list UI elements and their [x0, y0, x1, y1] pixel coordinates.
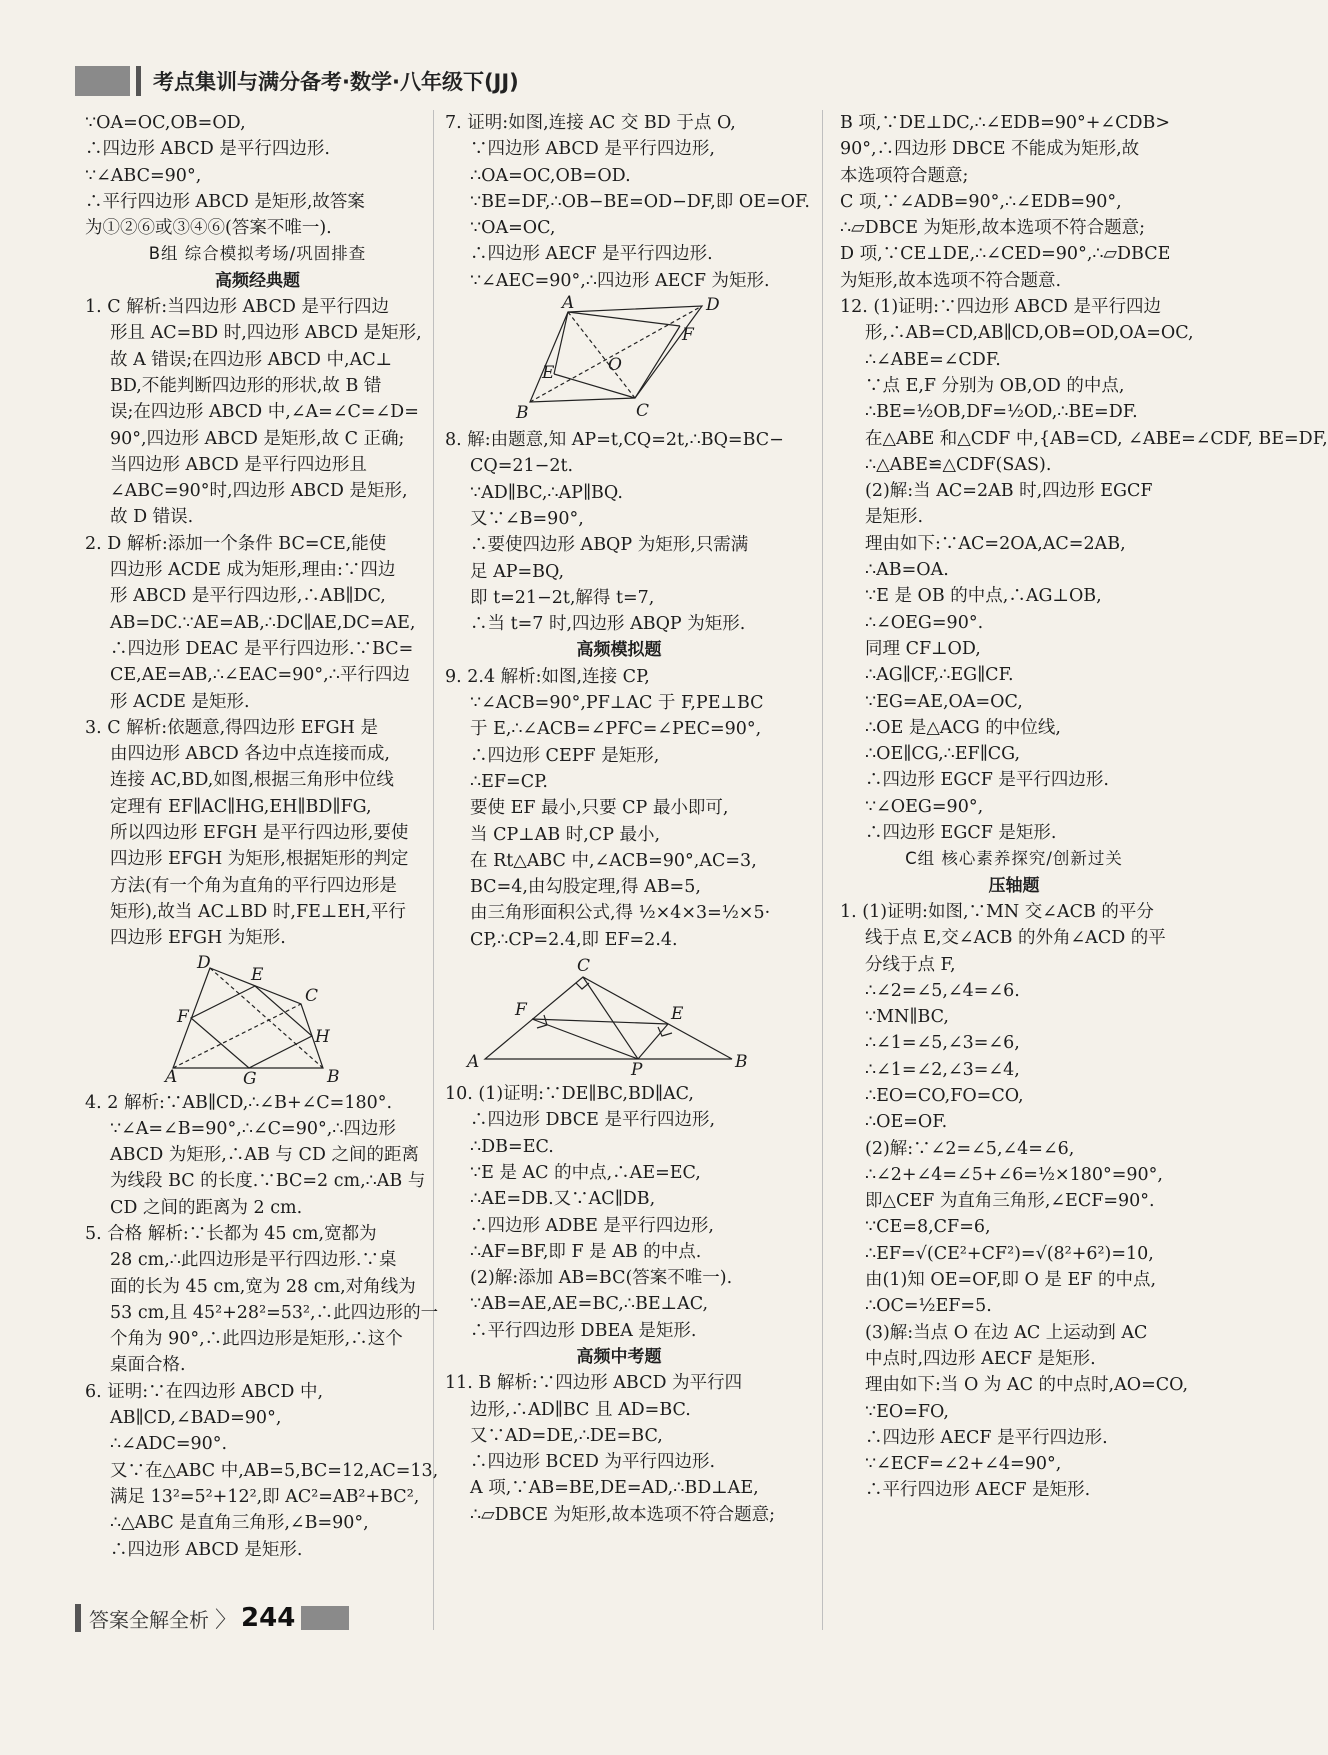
text-line: ABCD 为矩形,∴AB 与 CD 之间的距离	[110, 1145, 419, 1166]
text-line: 四边形 EFGH 为矩形.	[110, 928, 286, 949]
label-F: F	[177, 1006, 189, 1027]
text-line: 4. 2 解析:∵AB∥CD,∴∠B+∠C=180°.	[85, 1092, 393, 1113]
text-line: 2. D 解析:添加一个条件 BC=CE,能使	[85, 533, 387, 554]
text-line: ∴四边形 ADBE 是平行四边形,	[470, 1215, 714, 1236]
text-line: 所以四边形 EFGH 是平行四边形,要使	[110, 823, 409, 844]
column-middle	[445, 110, 810, 1528]
text-line: 由(1)知 OE=OF,即 O 是 EF 的中点,	[865, 1270, 1157, 1291]
text-line: ∴AG∥CF,∴EG∥CF.	[865, 665, 1014, 686]
section-heading: 高频中考题	[576, 1346, 662, 1367]
label-C: C	[577, 956, 591, 977]
text-line: 在 Rt△ABC 中,∠ACB=90°,AC=3,	[470, 850, 757, 871]
text-line: ∴BE=½OB,DF=½OD,∴BE=DF.	[865, 402, 1138, 423]
label-G: G	[243, 1068, 257, 1089]
text-line: 边形,∴AD∥BC 且 AD=BC.	[470, 1399, 691, 1420]
text-line: 53 cm,且 45²+28²=53²,∴此四边形的一	[110, 1302, 439, 1323]
text-line: 定理有 EF∥AC∥HG,EH∥BD∥FG,	[110, 796, 372, 817]
text-line: 满足 13²=5²+12²,即 AC²=AB²+BC²,	[110, 1486, 420, 1507]
text-line: 即 t=21−2t,解得 t=7,	[470, 587, 655, 608]
page-number: 244	[241, 1603, 296, 1633]
figure-quadrilateral-efgh	[165, 952, 365, 1089]
text-line: 是矩形.	[865, 507, 924, 528]
text-line: 形,∴AB=CD,AB∥CD,OB=OD,OA=OC,	[865, 323, 1194, 344]
text-line: ∵E 是 AC 的中点,∴AE=EC,	[470, 1162, 701, 1183]
header-separator	[136, 66, 141, 96]
text-line: ∴四边形 EGCF 是矩形.	[865, 823, 1057, 844]
text-line: ∴平行四边形 ABCD 是矩形,故答案	[85, 191, 365, 212]
text-line: 形 ACDE 是矩形.	[110, 691, 250, 712]
text-line: ∴OE∥CG,∴EF∥CG,	[865, 744, 1021, 765]
text-line: 要使 EF 最小,只要 CP 最小即可,	[470, 798, 729, 819]
text-line: 90°,四边形 ABCD 是矩形,故 C 正确;	[110, 428, 405, 449]
text-line: 矩形),故当 AC⊥BD 时,FE⊥EH,平行	[110, 901, 406, 922]
group-heading: C组 核心素养探究/创新过关	[905, 849, 1123, 869]
label-D: D	[197, 952, 211, 973]
text-line: 线于点 E,交∠ACB 的外角∠ACD 的平	[865, 928, 1166, 949]
text-line: 又∵∠B=90°,	[470, 508, 584, 529]
text-line: 又∵AD=DE,∴DE=BC,	[470, 1425, 663, 1446]
text-line: ∴AE=DB.又∵AC∥DB,	[470, 1189, 656, 1210]
text-line: 形且 AC=BD 时,四边形 ABCD 是矩形,	[110, 323, 422, 344]
label-C: C	[305, 985, 319, 1006]
text-line: 为矩形,故本选项不符合题意.	[840, 270, 1062, 291]
text-line: ∵∠ABC=90°,	[85, 165, 202, 186]
label-B: B	[516, 403, 529, 424]
text-line: (3)解:当点 O 在边 AC 上运动到 AC	[865, 1322, 1148, 1343]
figure-parallelogram-aecf	[490, 293, 720, 424]
text-line: 在△ABE 和△CDF 中,{AB=CD, ∠ABE=∠CDF, BE=DF,	[865, 428, 1328, 449]
header-gray-bar	[75, 66, 130, 96]
text-line: ∴∠ADC=90°.	[110, 1434, 228, 1455]
text-line: 6. 证明:∵在四边形 ABCD 中,	[85, 1381, 324, 1402]
text-line: ∴OC=½EF=5.	[865, 1296, 992, 1317]
footer-separator	[75, 1604, 81, 1632]
text-line: ∴四边形 DBCE 是平行四边形,	[470, 1110, 716, 1131]
text-line: 28 cm,∴此四边形是平行四边形.∵桌	[110, 1250, 397, 1271]
text-line: ∴∠2=∠5,∠4=∠6.	[865, 980, 1020, 1001]
text-line: A 项,∵AB=BE,DE=AD,∴BD⊥AE,	[470, 1478, 759, 1499]
text-line: 9. 2.4 解析:如图,连接 CP,	[445, 666, 650, 687]
text-line: ∴EO=CO,FO=CO,	[865, 1085, 1024, 1106]
text-line: ∴∠1=∠2,∠3=∠4,	[865, 1059, 1020, 1080]
text-line: ∵EO=FO,	[865, 1401, 949, 1422]
text-line: 12. (1)证明:∵四边形 ABCD 是平行四边	[840, 297, 1161, 318]
text-line: CP,∴CP=2.4,即 EF=2.4.	[470, 929, 678, 950]
text-line: B 项,∵DE⊥DC,∴∠EDB=90°+∠CDB>	[840, 113, 1171, 133]
text-line: ∵AB=AE,AE=BC,∴BE⊥AC,	[470, 1294, 709, 1315]
text-line: BD,不能判断四边形的形状,故 B 错	[110, 375, 382, 396]
text-line: 同理 CF⊥OD,	[865, 638, 981, 659]
footer-gray-bar	[301, 1606, 349, 1630]
label-A: A	[467, 1052, 480, 1073]
column-divider	[433, 110, 434, 1630]
text-line: ∴四边形 EGCF 是平行四边形.	[865, 770, 1109, 791]
text-line: ∵∠AEC=90°,∴四边形 AECF 为矩形.	[470, 270, 770, 291]
text-line: BC=4,由勾股定理,得 AB=5,	[470, 877, 701, 898]
text-line: (2)解:∵∠2=∠5,∠4=∠6,	[865, 1138, 1075, 1159]
group-heading: B组 综合模拟考场/巩固排查	[148, 244, 367, 264]
text-line: ∵BE=DF,∴OB−BE=OD−DF,即 OE=OF.	[470, 191, 810, 212]
text-line: ∴∠ABE=∠CDF.	[865, 349, 1001, 370]
label-B: B	[735, 1052, 748, 1073]
text-line: ∴四边形 ABCD 是平行四边形.	[85, 139, 330, 160]
text-line: 连接 AC,BD,如图,根据三角形中位线	[110, 770, 394, 791]
text-line: ∴当 t=7 时,四边形 ABQP 为矩形.	[470, 614, 746, 635]
running-header	[75, 62, 519, 100]
text-line: 个角为 90°,∴此四边形是矩形,∴这个	[110, 1329, 403, 1350]
label-A: A	[562, 293, 575, 314]
text-line: ∵OA=OC,	[470, 218, 556, 239]
text-line: ∴∠1=∠5,∠3=∠6,	[865, 1033, 1020, 1054]
text-line: 10. (1)证明:∵DE∥BC,BD∥AC,	[445, 1084, 694, 1105]
label-A: A	[165, 1066, 178, 1087]
text-line: ∵EG=AE,OA=OC,	[865, 691, 1023, 712]
text-line: AB∥CD,∠BAD=90°,	[110, 1408, 282, 1429]
text-line: 8. 解:由题意,知 AP=t,CQ=2t,∴BQ=BC−	[445, 430, 784, 451]
text-line: 故 A 错误;在四边形 ABCD 中,AC⊥	[110, 349, 393, 370]
label-O: O	[608, 355, 622, 376]
text-line: ∵∠ECF=∠2+∠4=90°,	[865, 1454, 1062, 1475]
text-line: ∵∠A=∠B=90°,∴∠C=90°,∴四边形	[110, 1118, 396, 1139]
text-line: D 项,∵CE⊥DE,∴∠CED=90°,∴▱DBCE	[840, 244, 1171, 265]
chevron-right-icon: 〉	[215, 1607, 238, 1633]
text-line: ∴△ABE≌△CDF(SAS).	[865, 454, 1052, 475]
text-line: ∵∠OEG=90°,	[865, 796, 984, 817]
text-line: (2)解:添加 AB=BC(答案不唯一).	[470, 1268, 733, 1289]
text-line: ∴▱DBCE 为矩形,故本选项不符合题意;	[470, 1504, 775, 1525]
text-line: ∴OE 是△ACG 的中位线,	[865, 717, 1061, 738]
text-line: ∴四边形 AECF 是平行四边形.	[470, 244, 713, 265]
text-line: 为①②⑥或③④⑥(答案不唯一).	[85, 218, 332, 239]
text-line: 1. (1)证明:如图,∵MN 交∠ACB 的平分	[840, 901, 1154, 922]
label-C: C	[636, 401, 650, 422]
text-line: 理由如下:当 O 为 AC 的中点时,AO=CO,	[865, 1375, 1189, 1396]
text-line: ∴四边形 DEAC 是平行四边形.∵BC=	[110, 638, 414, 659]
text-line: 于 E,∴∠ACB=∠PFC=∠PEC=90°,	[470, 719, 762, 740]
text-line: ∵CE=8,CF=6,	[865, 1217, 991, 1238]
text-line: ∴四边形 BCED 为平行四边形.	[470, 1452, 716, 1473]
text-line: 当 CP⊥AB 时,CP 最小,	[470, 824, 661, 845]
section-heading: 高频经典题	[215, 270, 300, 291]
text-line: ∵AD∥BC,∴AP∥BQ.	[470, 482, 623, 503]
text-line: ∴AB=OA.	[865, 560, 949, 581]
text-line: 分线于点 F,	[865, 954, 956, 975]
text-line: 足 AP=BQ,	[470, 561, 565, 582]
text-line: 3. C 解析:依题意,得四边形 EFGH 是	[85, 717, 378, 738]
text-line: 四边形 ACDE 成为矩形,理由:∵四边	[110, 560, 396, 581]
text-line: ∴四边形 ABCD 是矩形.	[110, 1539, 303, 1560]
text-line: 为线段 BC 的长度.∵BC=2 cm,∴AB 与	[110, 1171, 426, 1192]
text-line: ∠ABC=90°时,四边形 ABCD 是矩形,	[110, 481, 408, 502]
label-D: D	[706, 295, 720, 316]
text-line: 四边形 EFGH 为矩形,根据矩形的判定	[110, 849, 409, 870]
label-E: E	[671, 1004, 684, 1025]
text-line: 5. 合格 解析:∵长都为 45 cm,宽都为	[85, 1223, 377, 1244]
text-line: 由四边形 ABCD 各边中点连接而成,	[110, 744, 390, 765]
text-line: 1. C 解析:当四边形 ABCD 是平行四边	[85, 297, 389, 318]
text-line: 误;在四边形 ABCD 中,∠A=∠C=∠D=	[110, 402, 419, 423]
text-line: ∴平行四边形 AECF 是矩形.	[865, 1480, 1091, 1501]
text-line: 故 D 错误.	[110, 507, 194, 528]
text-line: ∴AF=BF,即 F 是 AB 的中点.	[470, 1241, 702, 1262]
figure-right-triangle-abc	[465, 956, 755, 1081]
text-line: 又∵在△ABC 中,AB=5,BC=12,AC=13,	[110, 1460, 439, 1481]
text-line: (2)解:当 AC=2AB 时,四边形 EGCF	[865, 481, 1153, 502]
section-heading: 高频模拟题	[576, 640, 662, 661]
text-line: ∴平行四边形 DBEA 是矩形.	[470, 1320, 697, 1341]
text-line: ∵∠ACB=90°,PF⊥AC 于 F,PE⊥BC	[470, 693, 764, 714]
text-line: ∴∠2+∠4=∠5+∠6=½×180°=90°,	[865, 1164, 1163, 1185]
text-line: ∴四边形 CEPF 是矩形,	[470, 745, 660, 766]
label-F: F	[682, 325, 694, 346]
text-line: ∴EF=CP.	[470, 771, 548, 792]
text-line: ∴△ABC 是直角三角形,∠B=90°,	[110, 1513, 369, 1534]
label-F: F	[515, 1000, 527, 1021]
text-line: 中点时,四边形 AECF 是矩形.	[865, 1348, 1096, 1369]
text-line: CQ=21−2t.	[470, 456, 574, 477]
text-line: 形 ABCD 是平行四边形,∴AB∥DC,	[110, 586, 386, 607]
text-line: ∴DB=EC.	[470, 1136, 554, 1157]
text-line: 面的长为 45 cm,宽为 28 cm,对角线为	[110, 1276, 416, 1297]
text-line: 理由如下:∵AC=2OA,AC=2AB,	[865, 533, 1126, 554]
text-line: ∵E 是 OB 的中点,∴AG⊥OB,	[865, 586, 1102, 607]
text-line: C 项,∵∠ADB=90°,∴∠EDB=90°,	[840, 191, 1122, 212]
text-line: ∴OA=OC,OB=OD.	[470, 165, 631, 186]
column-left	[85, 110, 439, 1563]
text-line: ∴▱DBCE 为矩形,故本选项不符合题意;	[840, 218, 1145, 239]
label-H: H	[315, 1026, 330, 1047]
text-line: 方法(有一个角为直角的平行四边形是	[110, 875, 397, 896]
text-line: CD 之间的距离为 2 cm.	[110, 1197, 303, 1218]
text-line: 本选项符合题意;	[840, 165, 969, 186]
column-right	[840, 110, 1328, 1504]
text-line: 桌面合格.	[110, 1355, 186, 1376]
page-footer	[75, 1600, 349, 1636]
text-line: ∵点 E,F 分别为 OB,OD 的中点,	[865, 375, 1125, 396]
text-line: ∴∠OEG=90°.	[865, 612, 984, 633]
text-line: 90°,∴四边形 DBCE 不能成为矩形,故	[840, 139, 1140, 160]
column-divider	[822, 110, 823, 1630]
text-line: 7. 证明:如图,连接 AC 交 BD 于点 O,	[445, 113, 736, 133]
text-line: ∴OE=OF.	[865, 1112, 948, 1133]
text-line: CE,AE=AB,∴∠EAC=90°,∴平行四边	[110, 665, 410, 686]
text-line: ∵四边形 ABCD 是平行四边形,	[470, 139, 715, 160]
label-E: E	[542, 363, 555, 384]
text-line: 11. B 解析:∵四边形 ABCD 为平行四	[445, 1373, 743, 1394]
book-title: 考点集训与满分备考·数学·八年级下(JJ)	[153, 70, 519, 94]
text-line: ∴四边形 AECF 是平行四边形.	[865, 1427, 1108, 1448]
text-line: ∵OA=OC,OB=OD,	[85, 113, 246, 133]
text-line: ∴EF=√(CE²+CF²)=√(8²+6²)=10,	[865, 1243, 1154, 1264]
text-line: 由三角形面积公式,得 ½×4×3=½×5·	[470, 903, 771, 924]
text-line: 即△CEF 为直角三角形,∠ECF=90°.	[865, 1191, 1155, 1212]
text-line: ∵MN∥BC,	[865, 1007, 949, 1028]
text-line: 当四边形 ABCD 是平行四边形且	[110, 454, 367, 475]
text-line: AB=DC.∵AE=AB,∴DC∥AE,DC=AE,	[110, 612, 416, 633]
label-P: P	[631, 1060, 643, 1081]
footer-label: 答案全解全析	[89, 1607, 209, 1632]
label-B: B	[327, 1066, 340, 1087]
section-heading: 压轴题	[988, 875, 1040, 896]
text-line: ∴要使四边形 ABQP 为矩形,只需满	[470, 535, 749, 556]
label-E: E	[251, 964, 264, 985]
